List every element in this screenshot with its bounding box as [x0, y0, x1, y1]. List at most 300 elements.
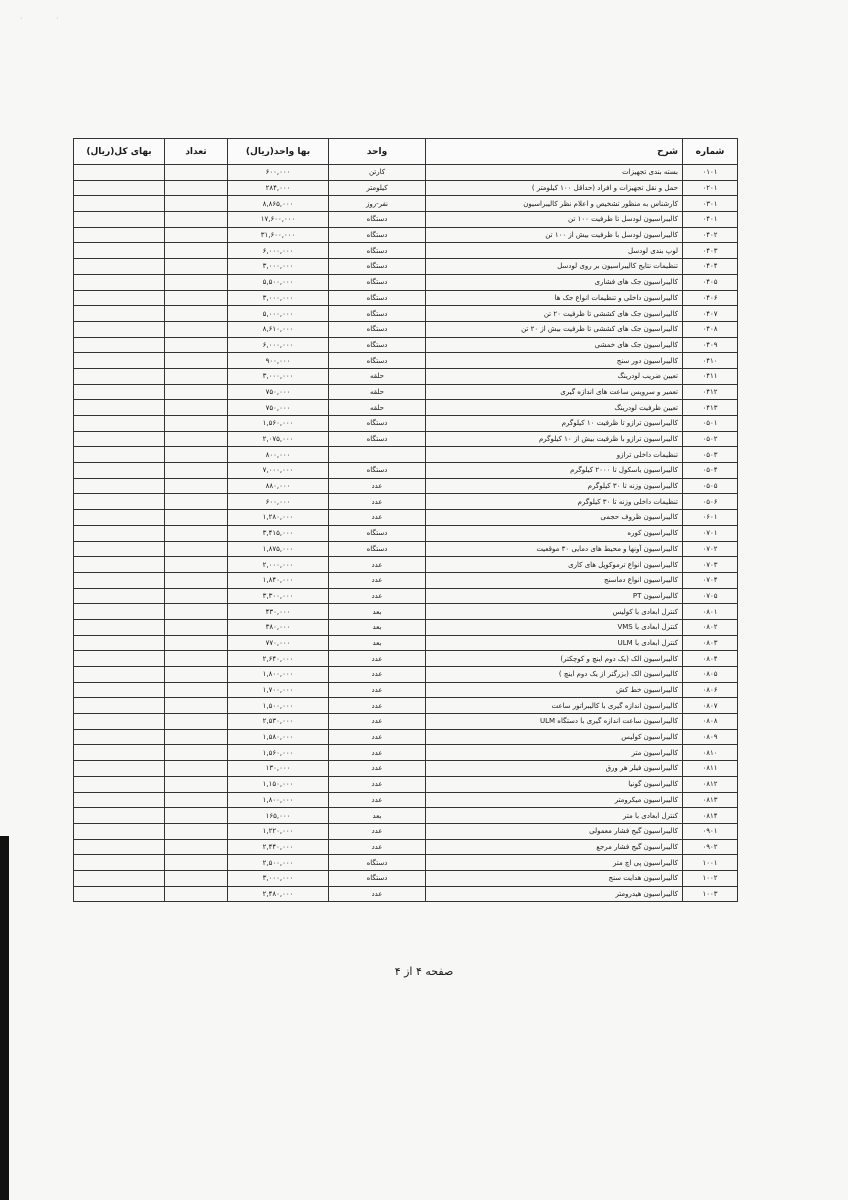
- row-quantity: [165, 510, 228, 526]
- row-quantity: [165, 416, 228, 432]
- row-description: تعمیر و سرویس ساعت های اندازه گیری: [426, 384, 683, 400]
- row-unit-price: ۸,۶۱۰,۰۰۰: [228, 321, 329, 337]
- row-unit-price: ۳,۰۰۰,۰۰۰: [228, 368, 329, 384]
- row-total-price: [74, 698, 165, 714]
- table-row: [74, 431, 738, 447]
- row-description: کالیبراسیون ترازو با ظرفیت بیش از ۱۰ کیلوگرم: [426, 431, 683, 447]
- table-header-row: [74, 139, 738, 165]
- row-description: کنترل ابعادی با کولیس: [426, 604, 683, 620]
- row-unit-price: ۱,۲۲۰,۰۰۰: [228, 823, 329, 839]
- row-unit-price: ۸۰۰,۰۰۰: [228, 447, 329, 463]
- row-quantity: [165, 886, 228, 902]
- row-unit: عدد: [329, 761, 426, 777]
- row-unit: عدد: [329, 510, 426, 526]
- row-description: کالیبراسیون ظروف حجمی: [426, 510, 683, 526]
- row-unit-price: ۱,۷۰۰,۰۰۰: [228, 682, 329, 698]
- row-unit-price: ۳,۰۰۰,۰۰۰: [228, 290, 329, 306]
- row-number: ۰۱۰۱: [683, 165, 738, 181]
- table-row: [74, 416, 738, 432]
- row-unit: عدد: [329, 494, 426, 510]
- row-description: کالیبراسیون الک (یک دوم اینچ و کوچکتر): [426, 651, 683, 667]
- table-row: [74, 541, 738, 557]
- row-unit: دستگاه: [329, 306, 426, 322]
- row-quantity: [165, 667, 228, 683]
- row-number: ۰۵۰۲: [683, 431, 738, 447]
- row-unit: حلقه: [329, 384, 426, 400]
- row-description: کالیبراسیون لودسل تا ظرفیت ۱۰۰ تن: [426, 212, 683, 228]
- row-description: کالیبراسیون فیلر هر ورق: [426, 761, 683, 777]
- table-row: [74, 682, 738, 698]
- row-total-price: [74, 886, 165, 902]
- price-table: [73, 138, 738, 902]
- row-unit-price: ۳۸۰,۰۰۰: [228, 619, 329, 635]
- table-row: [74, 321, 738, 337]
- row-unit: دستگاه: [329, 227, 426, 243]
- row-description: کالیبراسیون میکرومتر: [426, 792, 683, 808]
- row-description: کالیبراسیون جک های کششی تا ظرفیت ۲۰ تن: [426, 306, 683, 322]
- row-number: ۰۷۰۵: [683, 588, 738, 604]
- table-row: [74, 227, 738, 243]
- row-quantity: [165, 290, 228, 306]
- row-unit-price: ۲,۰۷۵,۰۰۰: [228, 431, 329, 447]
- price-list-sheet: [86, 138, 738, 902]
- row-number: ۰۸۰۲: [683, 619, 738, 635]
- row-total-price: [74, 243, 165, 259]
- row-number: ۰۸۰۸: [683, 714, 738, 730]
- table-row: [74, 384, 738, 400]
- row-quantity: [165, 321, 228, 337]
- row-total-price: [74, 745, 165, 761]
- row-unit-price: ۳,۳۰۰,۰۰۰: [228, 588, 329, 604]
- row-description: کالیبراسیون گیج فشار معمولی: [426, 823, 683, 839]
- row-unit-price: ۲,۴۴۰,۰۰۰: [228, 839, 329, 855]
- row-description: کالیبراسیون کولیس: [426, 729, 683, 745]
- row-total-price: [74, 212, 165, 228]
- row-number: ۰۸۰۴: [683, 651, 738, 667]
- row-number: ۰۵۰۶: [683, 494, 738, 510]
- row-unit: عدد: [329, 839, 426, 855]
- row-unit: عدد: [329, 698, 426, 714]
- row-number: ۰۳۰۱: [683, 196, 738, 212]
- row-quantity: [165, 855, 228, 871]
- row-number: ۰۸۰۳: [683, 635, 738, 651]
- row-unit-price: ۷۷۰,۰۰۰: [228, 635, 329, 651]
- row-unit: عدد: [329, 714, 426, 730]
- table-row: [74, 776, 738, 792]
- row-description: کالیبراسیون هیدرومتر: [426, 886, 683, 902]
- table-row: [74, 839, 738, 855]
- row-number: ۱۰۰۲: [683, 870, 738, 886]
- row-unit-price: ۱,۲۸۰,۰۰۰: [228, 510, 329, 526]
- row-description: تنظیمات نتایج کالیبراسیون بر روی لودسل: [426, 259, 683, 275]
- row-description: کالیبراسیون PT: [426, 588, 683, 604]
- row-unit-price: ۴۳۰,۰۰۰: [228, 604, 329, 620]
- row-description: کالیبراسیون جک های فشاری: [426, 274, 683, 290]
- row-quantity: [165, 729, 228, 745]
- table-row: [74, 619, 738, 635]
- row-quantity: [165, 651, 228, 667]
- row-quantity: [165, 259, 228, 275]
- row-number: ۱۰۰۱: [683, 855, 738, 871]
- row-quantity: [165, 698, 228, 714]
- row-unit: دستگاه: [329, 353, 426, 369]
- row-description: کالیبراسیون متر: [426, 745, 683, 761]
- row-quantity: [165, 808, 228, 824]
- row-total-price: [74, 588, 165, 604]
- row-number: ۰۸۱۰: [683, 745, 738, 761]
- row-unit: [329, 447, 426, 463]
- row-total-price: [74, 870, 165, 886]
- table-row: [74, 165, 738, 181]
- table-row: [74, 290, 738, 306]
- row-description: کالیبراسیون جک های خمشی: [426, 337, 683, 353]
- row-quantity: [165, 619, 228, 635]
- row-quantity: [165, 447, 228, 463]
- row-total-price: [74, 165, 165, 181]
- row-total-price: [74, 776, 165, 792]
- table-row: [74, 745, 738, 761]
- row-description: تعیین ضریب لودرینگ: [426, 368, 683, 384]
- table-row: [74, 463, 738, 479]
- row-number: ۰۹۰۱: [683, 823, 738, 839]
- row-number: ۰۷۰۱: [683, 525, 738, 541]
- row-unit-price: ۲,۶۴۰,۰۰۰: [228, 651, 329, 667]
- row-unit-price: ۲۸۴,۰۰۰: [228, 180, 329, 196]
- row-description: لوپ بندی لودسل: [426, 243, 683, 259]
- table-row: [74, 368, 738, 384]
- row-total-price: [74, 604, 165, 620]
- row-number: ۰۴۱۱: [683, 368, 738, 384]
- row-unit: عدد: [329, 886, 426, 902]
- table-row: [74, 478, 738, 494]
- row-total-price: [74, 557, 165, 573]
- row-quantity: [165, 839, 228, 855]
- row-unit: عدد: [329, 776, 426, 792]
- row-unit: بعد: [329, 619, 426, 635]
- row-unit-price: ۳۱,۶۰۰,۰۰۰: [228, 227, 329, 243]
- table-row: [74, 714, 738, 730]
- row-total-price: [74, 651, 165, 667]
- row-unit-price: ۷۵۰,۰۰۰: [228, 400, 329, 416]
- row-unit: عدد: [329, 792, 426, 808]
- row-total-price: [74, 400, 165, 416]
- row-unit: دستگاه: [329, 290, 426, 306]
- row-total-price: [74, 227, 165, 243]
- row-number: ۰۲۰۱: [683, 180, 738, 196]
- row-unit-price: ۱,۸۰۰,۰۰۰: [228, 667, 329, 683]
- table-row: [74, 447, 738, 463]
- row-description: کالیبراسیون جک های کششی تا ظرفیت بیش از ۲۰ تن: [426, 321, 683, 337]
- table-row: [74, 274, 738, 290]
- row-quantity: [165, 541, 228, 557]
- header-total-price: بهای کل(ریال): [74, 139, 165, 165]
- row-total-price: [74, 290, 165, 306]
- row-unit: دستگاه: [329, 416, 426, 432]
- page-number: صفحه ۴ از ۴: [394, 965, 454, 978]
- row-total-price: [74, 541, 165, 557]
- row-number: ۰۴۰۲: [683, 227, 738, 243]
- row-number: ۰۵۰۴: [683, 463, 738, 479]
- scan-mark: ·: [56, 14, 59, 23]
- row-total-price: [74, 839, 165, 855]
- row-total-price: [74, 384, 165, 400]
- row-unit: عدد: [329, 588, 426, 604]
- row-description: کالیبراسیون الک (بزرگتر از یک دوم اینچ ): [426, 667, 683, 683]
- table-row: [74, 698, 738, 714]
- row-unit-price: ۱,۸۷۵,۰۰۰: [228, 541, 329, 557]
- row-total-price: [74, 416, 165, 432]
- row-unit: دستگاه: [329, 525, 426, 541]
- row-number: ۰۴۰۱: [683, 212, 738, 228]
- row-quantity: [165, 557, 228, 573]
- row-quantity: [165, 196, 228, 212]
- row-total-price: [74, 823, 165, 839]
- row-total-price: [74, 761, 165, 777]
- row-description: کالیبراسیون انواع ترموکوپل های کاری: [426, 557, 683, 573]
- row-number: ۰۸۰۷: [683, 698, 738, 714]
- row-unit: کارتن: [329, 165, 426, 181]
- row-quantity: [165, 212, 228, 228]
- row-description: کالیبراسیون آونها و محیط های دمایی ۳۰ موقعیت: [426, 541, 683, 557]
- row-quantity: [165, 463, 228, 479]
- row-number: ۰۵۰۳: [683, 447, 738, 463]
- row-description: کالیبراسیون دور سنج: [426, 353, 683, 369]
- row-number: ۰۴۰۴: [683, 259, 738, 275]
- row-total-price: [74, 572, 165, 588]
- row-unit-price: ۱,۵۶۰,۰۰۰: [228, 745, 329, 761]
- row-quantity: [165, 180, 228, 196]
- row-description: بسته بندی تجهیزات: [426, 165, 683, 181]
- row-quantity: [165, 682, 228, 698]
- row-number: ۰۸۱۲: [683, 776, 738, 792]
- table-row: [74, 823, 738, 839]
- row-total-price: [74, 274, 165, 290]
- table-row: [74, 886, 738, 902]
- row-number: ۰۸۰۵: [683, 667, 738, 683]
- row-total-price: [74, 792, 165, 808]
- row-unit-price: ۱۶۵,۰۰۰: [228, 808, 329, 824]
- row-unit: عدد: [329, 745, 426, 761]
- table-row: [74, 259, 738, 275]
- row-unit: عدد: [329, 651, 426, 667]
- row-unit: دستگاه: [329, 463, 426, 479]
- row-description: کالیبراسیون گیج فشار مرجع: [426, 839, 683, 855]
- row-total-price: [74, 682, 165, 698]
- row-unit: دستگاه: [329, 212, 426, 228]
- table-row: [74, 651, 738, 667]
- row-number: ۰۷۰۴: [683, 572, 738, 588]
- row-unit-price: ۳,۰۰۰,۰۰۰: [228, 870, 329, 886]
- table-row: [74, 792, 738, 808]
- row-quantity: [165, 604, 228, 620]
- table-row: [74, 572, 738, 588]
- row-quantity: [165, 572, 228, 588]
- row-unit: بعد: [329, 635, 426, 651]
- row-unit: حلقه: [329, 400, 426, 416]
- row-unit: دستگاه: [329, 541, 426, 557]
- row-number: ۰۸۰۱: [683, 604, 738, 620]
- table-row: [74, 761, 738, 777]
- row-number: ۰۴۱۳: [683, 400, 738, 416]
- row-unit: بعد: [329, 808, 426, 824]
- row-total-price: [74, 259, 165, 275]
- row-description: کالیبراسیون ترازو تا ظرفیت ۱۰ کیلوگرم: [426, 416, 683, 432]
- row-unit: دستگاه: [329, 259, 426, 275]
- row-total-price: [74, 337, 165, 353]
- row-unit-price: ۳,۴۱۵,۰۰۰: [228, 525, 329, 541]
- table-row: [74, 212, 738, 228]
- row-unit: بعد: [329, 604, 426, 620]
- row-total-price: [74, 714, 165, 730]
- row-unit: دستگاه: [329, 855, 426, 871]
- header-unit-price: بها واحد(ریال): [228, 139, 329, 165]
- row-quantity: [165, 384, 228, 400]
- row-number: ۰۴۰۸: [683, 321, 738, 337]
- row-description: کالیبراسیون وزنه تا ۳۰ کیلوگرم: [426, 478, 683, 494]
- row-number: ۰۴۰۹: [683, 337, 738, 353]
- table-row: [74, 306, 738, 322]
- row-unit-price: ۸,۸۶۵,۰۰۰: [228, 196, 329, 212]
- row-total-price: [74, 729, 165, 745]
- row-unit: حلقه: [329, 368, 426, 384]
- row-description: کالیبراسیون انواع دماسنج: [426, 572, 683, 588]
- row-unit-price: ۱,۸۰۰,۰۰۰: [228, 792, 329, 808]
- table-row: [74, 588, 738, 604]
- row-unit-price: ۲,۰۰۰,۰۰۰: [228, 557, 329, 573]
- row-number: ۰۴۰۳: [683, 243, 738, 259]
- table-row: [74, 635, 738, 651]
- row-unit-price: ۹۰۰,۰۰۰: [228, 353, 329, 369]
- row-total-price: [74, 368, 165, 384]
- row-number: ۰۶۰۱: [683, 510, 738, 526]
- row-number: ۰۴۱۲: [683, 384, 738, 400]
- table-row: [74, 180, 738, 196]
- table-body: [74, 165, 738, 902]
- row-quantity: [165, 368, 228, 384]
- row-unit-price: ۶۰۰,۰۰۰: [228, 165, 329, 181]
- row-total-price: [74, 431, 165, 447]
- row-unit: دستگاه: [329, 337, 426, 353]
- row-number: ۰۸۱۳: [683, 792, 738, 808]
- row-unit-price: ۶,۰۰۰,۰۰۰: [228, 243, 329, 259]
- row-number: ۰۸۰۶: [683, 682, 738, 698]
- row-unit: نفر-روز: [329, 196, 426, 212]
- row-description: حمل و نقل تجهیزات و افراد (حداقل ۱۰۰ کیلومتر ): [426, 180, 683, 196]
- row-quantity: [165, 745, 228, 761]
- row-description: کالیبراسیون گونیا: [426, 776, 683, 792]
- row-unit: عدد: [329, 729, 426, 745]
- table-row: [74, 400, 738, 416]
- row-number: ۰۴۰۷: [683, 306, 738, 322]
- row-number: ۰۴۰۶: [683, 290, 738, 306]
- row-unit-price: ۲,۴۸۰,۰۰۰: [228, 886, 329, 902]
- row-unit-price: ۱,۵۰۰,۰۰۰: [228, 698, 329, 714]
- header-unit: واحد: [329, 139, 426, 165]
- row-unit-price: ۲,۵۳۰,۰۰۰: [228, 714, 329, 730]
- table-row: [74, 525, 738, 541]
- row-total-price: [74, 619, 165, 635]
- row-total-price: [74, 510, 165, 526]
- row-quantity: [165, 400, 228, 416]
- row-description: کالیبراسیون اندازه گیری با کالیبراتور ساعت: [426, 698, 683, 714]
- row-unit-price: ۳,۰۰۰,۰۰۰: [228, 259, 329, 275]
- row-description: کالیبراسیون خط کش: [426, 682, 683, 698]
- scan-edge: [0, 836, 9, 1200]
- row-unit: عدد: [329, 667, 426, 683]
- row-unit: کیلومتر: [329, 180, 426, 196]
- row-total-price: [74, 353, 165, 369]
- row-description: تنظیمات داخلی ترازو: [426, 447, 683, 463]
- row-total-price: [74, 196, 165, 212]
- row-total-price: [74, 494, 165, 510]
- row-description: کالیبراسیون ساعت اندازه گیری با دستگاه ULM: [426, 714, 683, 730]
- row-unit-price: ۶۰۰,۰۰۰: [228, 494, 329, 510]
- table-row: [74, 510, 738, 526]
- row-total-price: [74, 855, 165, 871]
- table-row: [74, 353, 738, 369]
- row-unit-price: ۵,۰۰۰,۰۰۰: [228, 306, 329, 322]
- row-total-price: [74, 808, 165, 824]
- row-number: ۰۸۱۴: [683, 808, 738, 824]
- row-description: کالیبراسیون پی اچ متر: [426, 855, 683, 871]
- row-quantity: [165, 243, 228, 259]
- row-quantity: [165, 494, 228, 510]
- row-number: ۰۴۱۰: [683, 353, 738, 369]
- row-description: کالیبراسیون داخلی و تنظیمات انواع جک ها: [426, 290, 683, 306]
- row-total-price: [74, 667, 165, 683]
- table-row: [74, 808, 738, 824]
- table-row: [74, 196, 738, 212]
- row-quantity: [165, 525, 228, 541]
- row-description: کالیبراسیون هدایت سنج: [426, 870, 683, 886]
- header-number: شماره: [683, 139, 738, 165]
- row-quantity: [165, 588, 228, 604]
- table-row: [74, 557, 738, 573]
- table-row: [74, 604, 738, 620]
- row-number: ۱۰۰۳: [683, 886, 738, 902]
- row-quantity: [165, 431, 228, 447]
- row-unit: عدد: [329, 823, 426, 839]
- row-total-price: [74, 478, 165, 494]
- row-unit-price: ۷۵۰,۰۰۰: [228, 384, 329, 400]
- row-description: تعیین ظرفیت لودرینگ: [426, 400, 683, 416]
- table-row: [74, 337, 738, 353]
- row-unit-price: ۱,۵۶۰,۰۰۰: [228, 416, 329, 432]
- row-number: ۰۷۰۲: [683, 541, 738, 557]
- row-description: کنترل ابعادی با VMS: [426, 619, 683, 635]
- header-description: شرح: [426, 139, 683, 165]
- row-description: کارشناس به منظور تشخیص و اعلام نظر کالیبراسیون: [426, 196, 683, 212]
- row-unit: دستگاه: [329, 243, 426, 259]
- row-unit-price: ۱,۵۸۰,۰۰۰: [228, 729, 329, 745]
- row-unit: عدد: [329, 682, 426, 698]
- row-unit-price: ۸۸۰,۰۰۰: [228, 478, 329, 494]
- row-number: ۰۷۰۳: [683, 557, 738, 573]
- table-row: [74, 243, 738, 259]
- row-total-price: [74, 463, 165, 479]
- table-row: [74, 855, 738, 871]
- row-unit-price: ۶,۰۰۰,۰۰۰: [228, 337, 329, 353]
- row-quantity: [165, 823, 228, 839]
- row-quantity: [165, 776, 228, 792]
- table-row: [74, 494, 738, 510]
- row-quantity: [165, 870, 228, 886]
- row-quantity: [165, 635, 228, 651]
- row-total-price: [74, 306, 165, 322]
- row-total-price: [74, 635, 165, 651]
- row-unit-price: ۱۷,۶۰۰,۰۰۰: [228, 212, 329, 228]
- row-quantity: [165, 165, 228, 181]
